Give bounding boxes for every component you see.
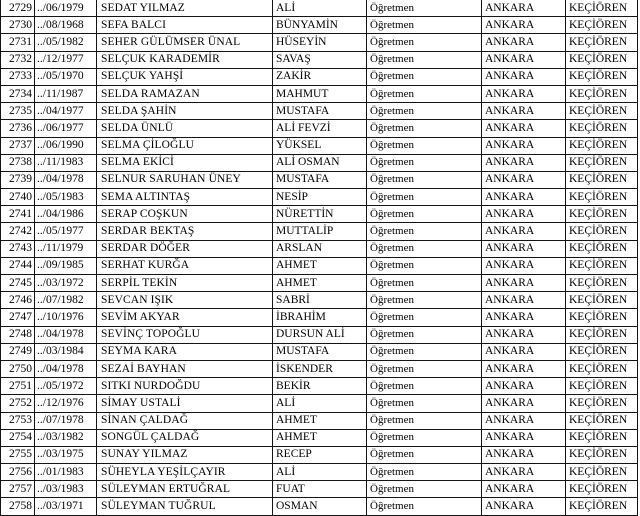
full-name-cell: SEVCAN IŞIK — [97, 292, 273, 309]
district-cell: KEÇİÖREN — [566, 223, 638, 240]
father-name-cell: MAHMUT — [273, 85, 367, 102]
table-row — [1, 309, 638, 326]
birth-date-cell: ../05/1983 — [35, 189, 97, 206]
district-cell: KEÇİÖREN — [566, 498, 638, 515]
father-name-cell: SABRİ — [273, 292, 367, 309]
row-number-cell: 2754 — [1, 429, 35, 446]
district-cell: KEÇİÖREN — [566, 85, 638, 102]
profession-cell: Öğretmen — [367, 206, 482, 223]
row-number-cell: 2758 — [1, 498, 35, 515]
profession-cell: Öğretmen — [367, 240, 482, 257]
profession-cell: Öğretmen — [367, 481, 482, 498]
row-number-cell: 2757 — [1, 481, 35, 498]
table-row — [1, 292, 638, 309]
row-number-cell: 2732 — [1, 51, 35, 68]
full-name-cell: SEDAT YILMAZ — [97, 0, 273, 17]
birth-date-cell: ../11/1987 — [35, 85, 97, 102]
profession-cell: Öğretmen — [367, 429, 482, 446]
province-cell: ANKARA — [482, 360, 566, 377]
father-name-cell: MUSTAFA — [273, 103, 367, 120]
birth-date-cell: ../07/1982 — [35, 292, 97, 309]
row-number-cell: 2744 — [1, 257, 35, 274]
district-cell: KEÇİÖREN — [566, 0, 638, 17]
table-row — [1, 206, 638, 223]
father-name-cell: AHMET — [273, 429, 367, 446]
table-row — [1, 446, 638, 463]
profession-cell: Öğretmen — [367, 17, 482, 34]
full-name-cell: SERAP COŞKUN — [97, 206, 273, 223]
profession-cell: Öğretmen — [367, 120, 482, 137]
province-cell: ANKARA — [482, 412, 566, 429]
table-row — [1, 85, 638, 102]
province-cell: ANKARA — [482, 68, 566, 85]
district-cell: KEÇİÖREN — [566, 481, 638, 498]
father-name-cell: ALİ FEVZİ — [273, 120, 367, 137]
full-name-cell: SONGÜL ÇALDAĞ — [97, 429, 273, 446]
father-name-cell: SAVAŞ — [273, 51, 367, 68]
row-number-cell: 2752 — [1, 395, 35, 412]
profession-cell: Öğretmen — [367, 343, 482, 360]
table-row — [1, 360, 638, 377]
birth-date-cell: ../05/1972 — [35, 378, 97, 395]
profession-cell: Öğretmen — [367, 498, 482, 515]
table-row — [1, 498, 638, 515]
table-row — [1, 257, 638, 274]
district-cell: KEÇİÖREN — [566, 154, 638, 171]
father-name-cell: ALİ — [273, 464, 367, 481]
full-name-cell: SERDAR BEKTAŞ — [97, 223, 273, 240]
father-name-cell: MUTTALİP — [273, 223, 367, 240]
table-row — [1, 412, 638, 429]
birth-date-cell: ../04/1978 — [35, 360, 97, 377]
table-row — [1, 464, 638, 481]
province-cell: ANKARA — [482, 171, 566, 188]
father-name-cell: AHMET — [273, 275, 367, 292]
province-cell: ANKARA — [482, 0, 566, 17]
province-cell: ANKARA — [482, 51, 566, 68]
full-name-cell: SEVİNÇ TOPOĞLU — [97, 326, 273, 343]
birth-date-cell: ../04/1978 — [35, 326, 97, 343]
district-cell: KEÇİÖREN — [566, 446, 638, 463]
district-cell: KEÇİÖREN — [566, 309, 638, 326]
table-row — [1, 68, 638, 85]
row-number-cell: 2731 — [1, 34, 35, 51]
full-name-cell: SELÇUK YAHŞİ — [97, 68, 273, 85]
province-cell: ANKARA — [482, 85, 566, 102]
table-body — [1, 0, 638, 515]
province-cell: ANKARA — [482, 206, 566, 223]
province-cell: ANKARA — [482, 189, 566, 206]
birth-date-cell: ../05/1982 — [35, 34, 97, 51]
table-row — [1, 0, 638, 17]
full-name-cell: SÜLEYMAN ERTUĞRAL — [97, 481, 273, 498]
row-number-cell: 2737 — [1, 137, 35, 154]
full-name-cell: SEVİM AKYAR — [97, 309, 273, 326]
birth-date-cell: ../01/1983 — [35, 464, 97, 481]
birth-date-cell: ../12/1976 — [35, 395, 97, 412]
profession-cell: Öğretmen — [367, 171, 482, 188]
row-number-cell: 2736 — [1, 120, 35, 137]
birth-date-cell: ../06/1979 — [35, 0, 97, 17]
profession-cell: Öğretmen — [367, 464, 482, 481]
district-cell: KEÇİÖREN — [566, 137, 638, 154]
father-name-cell: AHMET — [273, 412, 367, 429]
full-name-cell: SELMA EKİCİ — [97, 154, 273, 171]
province-cell: ANKARA — [482, 154, 566, 171]
profession-cell: Öğretmen — [367, 34, 482, 51]
table-row — [1, 17, 638, 34]
district-cell: KEÇİÖREN — [566, 103, 638, 120]
birth-date-cell: ../12/1977 — [35, 51, 97, 68]
row-number-cell: 2729 — [1, 0, 35, 17]
province-cell: ANKARA — [482, 103, 566, 120]
full-name-cell: SELDA RAMAZAN — [97, 85, 273, 102]
row-number-cell: 2740 — [1, 189, 35, 206]
table-row — [1, 481, 638, 498]
full-name-cell: SELMA ÇİLOĞLU — [97, 137, 273, 154]
row-number-cell: 2756 — [1, 464, 35, 481]
row-number-cell: 2733 — [1, 68, 35, 85]
birth-date-cell: ../04/1978 — [35, 171, 97, 188]
table-row — [1, 103, 638, 120]
profession-cell: Öğretmen — [367, 154, 482, 171]
profession-cell: Öğretmen — [367, 275, 482, 292]
profession-cell: Öğretmen — [367, 292, 482, 309]
father-name-cell: İBRAHİM — [273, 309, 367, 326]
district-cell: KEÇİÖREN — [566, 464, 638, 481]
full-name-cell: SERDAR DÖĞER — [97, 240, 273, 257]
profession-cell: Öğretmen — [367, 360, 482, 377]
province-cell: ANKARA — [482, 446, 566, 463]
province-cell: ANKARA — [482, 257, 566, 274]
full-name-cell: SEHER GÜLÜMSER ÜNAL — [97, 34, 273, 51]
district-cell: KEÇİÖREN — [566, 429, 638, 446]
district-cell: KEÇİÖREN — [566, 275, 638, 292]
table-row — [1, 189, 638, 206]
province-cell: ANKARA — [482, 120, 566, 137]
table-row — [1, 34, 638, 51]
father-name-cell: FUAT — [273, 481, 367, 498]
district-cell: KEÇİÖREN — [566, 51, 638, 68]
district-cell: KEÇİÖREN — [566, 189, 638, 206]
profession-cell: Öğretmen — [367, 137, 482, 154]
full-name-cell: SEMA ALTINTAŞ — [97, 189, 273, 206]
province-cell: ANKARA — [482, 17, 566, 34]
birth-date-cell: ../08/1968 — [35, 17, 97, 34]
father-name-cell: HÜSEYİN — [273, 34, 367, 51]
district-cell: KEÇİÖREN — [566, 206, 638, 223]
table-row — [1, 120, 638, 137]
district-cell: KEÇİÖREN — [566, 171, 638, 188]
district-cell: KEÇİÖREN — [566, 68, 638, 85]
row-number-cell: 2742 — [1, 223, 35, 240]
full-name-cell: SİMAY USTALİ — [97, 395, 273, 412]
profession-cell: Öğretmen — [367, 378, 482, 395]
table-row — [1, 137, 638, 154]
father-name-cell: NÜRETTİN — [273, 206, 367, 223]
province-cell: ANKARA — [482, 223, 566, 240]
row-number-cell: 2734 — [1, 85, 35, 102]
province-cell: ANKARA — [482, 292, 566, 309]
profession-cell: Öğretmen — [367, 189, 482, 206]
full-name-cell: SEFA BALCI — [97, 17, 273, 34]
district-cell: KEÇİÖREN — [566, 326, 638, 343]
full-name-cell: SUNAY YILMAZ — [97, 446, 273, 463]
father-name-cell: ALİ — [273, 0, 367, 17]
province-cell: ANKARA — [482, 240, 566, 257]
birth-date-cell: ../03/1982 — [35, 429, 97, 446]
profession-cell: Öğretmen — [367, 68, 482, 85]
table-row — [1, 326, 638, 343]
province-cell: ANKARA — [482, 464, 566, 481]
birth-date-cell: ../06/1990 — [35, 137, 97, 154]
row-number-cell: 2730 — [1, 17, 35, 34]
father-name-cell: MUSTAFA — [273, 343, 367, 360]
table-row — [1, 240, 638, 257]
full-name-cell: SELÇUK KARADEMİR — [97, 51, 273, 68]
father-name-cell: ARSLAN — [273, 240, 367, 257]
row-number-cell: 2743 — [1, 240, 35, 257]
province-cell: ANKARA — [482, 343, 566, 360]
row-number-cell: 2738 — [1, 154, 35, 171]
district-cell: KEÇİÖREN — [566, 360, 638, 377]
table-row — [1, 223, 638, 240]
district-cell: KEÇİÖREN — [566, 240, 638, 257]
district-cell: KEÇİÖREN — [566, 292, 638, 309]
profession-cell: Öğretmen — [367, 412, 482, 429]
province-cell: ANKARA — [482, 309, 566, 326]
birth-date-cell: ../11/1979 — [35, 240, 97, 257]
district-cell: KEÇİÖREN — [566, 120, 638, 137]
province-cell: ANKARA — [482, 326, 566, 343]
father-name-cell: BEKİR — [273, 378, 367, 395]
birth-date-cell: ../03/1984 — [35, 343, 97, 360]
birth-date-cell: ../06/1977 — [35, 120, 97, 137]
full-name-cell: SEZAİ BAYHAN — [97, 360, 273, 377]
row-number-cell: 2748 — [1, 326, 35, 343]
birth-date-cell: ../03/1975 — [35, 446, 97, 463]
row-number-cell: 2745 — [1, 275, 35, 292]
profession-cell: Öğretmen — [367, 51, 482, 68]
profession-cell: Öğretmen — [367, 446, 482, 463]
father-name-cell: AHMET — [273, 257, 367, 274]
full-name-cell: SITKI NURDOĞDU — [97, 378, 273, 395]
father-name-cell: YÜKSEL — [273, 137, 367, 154]
father-name-cell: BÜNYAMİN — [273, 17, 367, 34]
table-row — [1, 395, 638, 412]
row-number-cell: 2751 — [1, 378, 35, 395]
province-cell: ANKARA — [482, 429, 566, 446]
row-number-cell: 2749 — [1, 343, 35, 360]
full-name-cell: SÜLEYMAN TUĞRUL — [97, 498, 273, 515]
table-row — [1, 171, 638, 188]
district-cell: KEÇİÖREN — [566, 395, 638, 412]
full-name-cell: SELNUR SARUHAN ÜNEY — [97, 171, 273, 188]
table-row — [1, 343, 638, 360]
father-name-cell: ALİ OSMAN — [273, 154, 367, 171]
birth-date-cell: ../09/1985 — [35, 257, 97, 274]
row-number-cell: 2735 — [1, 103, 35, 120]
father-name-cell: OSMAN — [273, 498, 367, 515]
full-name-cell: SELDA ŞAHİN — [97, 103, 273, 120]
province-cell: ANKARA — [482, 378, 566, 395]
profession-cell: Öğretmen — [367, 103, 482, 120]
profession-cell: Öğretmen — [367, 257, 482, 274]
father-name-cell: RECEP — [273, 446, 367, 463]
full-name-cell: SEYMA KARA — [97, 343, 273, 360]
father-name-cell: ZAKİR — [273, 68, 367, 85]
full-name-cell: SERPİL TEKİN — [97, 275, 273, 292]
table-row — [1, 275, 638, 292]
row-number-cell: 2746 — [1, 292, 35, 309]
birth-date-cell: ../05/1977 — [35, 223, 97, 240]
province-cell: ANKARA — [482, 481, 566, 498]
birth-date-cell: ../03/1983 — [35, 481, 97, 498]
district-cell: KEÇİÖREN — [566, 257, 638, 274]
table-row — [1, 51, 638, 68]
profession-cell: Öğretmen — [367, 309, 482, 326]
row-number-cell: 2739 — [1, 171, 35, 188]
district-cell: KEÇİÖREN — [566, 412, 638, 429]
father-name-cell: DURSUN ALİ — [273, 326, 367, 343]
row-number-cell: 2753 — [1, 412, 35, 429]
row-number-cell: 2755 — [1, 446, 35, 463]
full-name-cell: SERHAT KURĞA — [97, 257, 273, 274]
full-name-cell: SİNAN ÇALDAĞ — [97, 412, 273, 429]
district-cell: KEÇİÖREN — [566, 34, 638, 51]
district-cell: KEÇİÖREN — [566, 17, 638, 34]
province-cell: ANKARA — [482, 34, 566, 51]
profession-cell: Öğretmen — [367, 395, 482, 412]
district-cell: KEÇİÖREN — [566, 343, 638, 360]
row-number-cell: 2750 — [1, 360, 35, 377]
table-row — [1, 429, 638, 446]
birth-date-cell: ../03/1972 — [35, 275, 97, 292]
father-name-cell: MUSTAFA — [273, 171, 367, 188]
province-cell: ANKARA — [482, 498, 566, 515]
province-cell: ANKARA — [482, 395, 566, 412]
profession-cell: Öğretmen — [367, 0, 482, 17]
birth-date-cell: ../11/1983 — [35, 154, 97, 171]
table-row — [1, 154, 638, 171]
profession-cell: Öğretmen — [367, 223, 482, 240]
profession-cell: Öğretmen — [367, 85, 482, 102]
district-cell: KEÇİÖREN — [566, 378, 638, 395]
province-cell: ANKARA — [482, 275, 566, 292]
father-name-cell: NESİP — [273, 189, 367, 206]
father-name-cell: İSKENDER — [273, 360, 367, 377]
birth-date-cell: ../07/1978 — [35, 412, 97, 429]
birth-date-cell: ../03/1971 — [35, 498, 97, 515]
birth-date-cell: ../04/1986 — [35, 206, 97, 223]
province-cell: ANKARA — [482, 137, 566, 154]
birth-date-cell: ../04/1977 — [35, 103, 97, 120]
table-row — [1, 378, 638, 395]
profession-cell: Öğretmen — [367, 326, 482, 343]
birth-date-cell: ../05/1970 — [35, 68, 97, 85]
row-number-cell: 2741 — [1, 206, 35, 223]
father-name-cell: ALİ — [273, 395, 367, 412]
row-number-cell: 2747 — [1, 309, 35, 326]
full-name-cell: SÜHEYLA YEŞİLÇAYIR — [97, 464, 273, 481]
birth-date-cell: ../10/1976 — [35, 309, 97, 326]
full-name-cell: SELDA ÜNLÜ — [97, 120, 273, 137]
